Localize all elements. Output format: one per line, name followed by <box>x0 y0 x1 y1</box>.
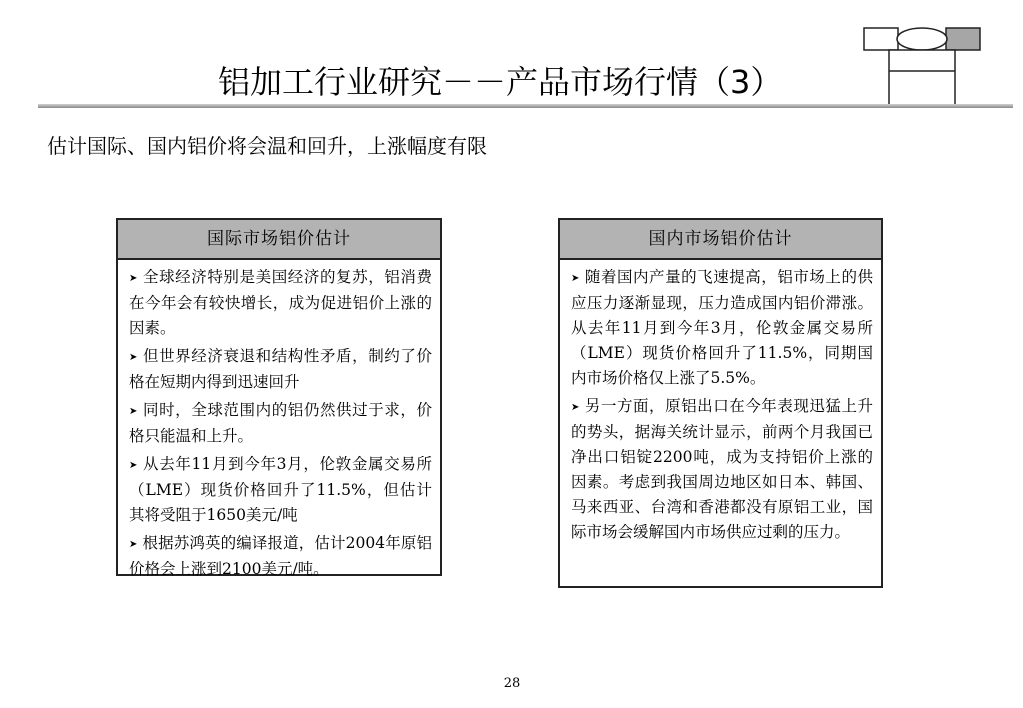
list-item-text: 但世界经济衰退和结构性矛盾，制约了价格在短期内得到迅速回升 <box>129 347 432 391</box>
arrow-bullet-icon: ➤ <box>129 352 138 363</box>
arrow-bullet-icon: ➤ <box>129 539 138 550</box>
list-item <box>129 398 432 449</box>
list-item <box>129 265 432 341</box>
list-item-text: 同时，全球范围内的铝仍然供过于求，价格只能温和上升。 <box>129 401 432 445</box>
slide-subtitle: 估计国际、国内铝价将会温和回升，上涨幅度有限 <box>47 134 487 158</box>
logo-diagram-icon <box>862 26 982 108</box>
domestic-price-panel <box>558 218 883 588</box>
page-number: 28 <box>503 676 521 691</box>
list-item-text: 全球经济特别是美国经济的复苏，铝消费在今年会有较快增长，成为促进铝价上涨的因素。 <box>129 268 432 337</box>
list-item-text: 从去年11月到今年3月，伦敦金属交易所（LME）现货价格回升了11.5%，但估计其将受阻于1650美元/吨 <box>129 455 432 524</box>
international-price-heading: 国际市场铝价估计 <box>118 220 440 260</box>
list-item <box>129 344 432 395</box>
title-divider <box>38 104 1013 108</box>
arrow-bullet-icon: ➤ <box>129 406 138 417</box>
arrow-bullet-icon: ➤ <box>571 273 580 284</box>
international-price-list <box>118 260 440 591</box>
list-item-text: 根据苏鸿英的编译报道，估计2004年原铝价格会上涨到2100美元/吨。 <box>129 534 432 578</box>
domestic-price-heading: 国内市场铝价估计 <box>560 220 881 260</box>
slide-title: 铝加工行业研究－－产品市场行情（3） <box>218 63 783 101</box>
arrow-bullet-icon: ➤ <box>129 460 138 471</box>
list-item-text: 随着国内产量的飞速提高，铝市场上的供应压力逐渐显现，压力造成国内铝价滞涨。从去年11月到今年3月，伦敦金属交易所（LME）现货价格回升了11.5%，同期国内市场价格仅上涨了5.5%。 <box>571 268 873 387</box>
arrow-bullet-icon: ➤ <box>129 273 138 284</box>
list-item <box>571 265 873 391</box>
list-item <box>571 394 873 545</box>
list-item-text: 另一方面，原铝出口在今年表现迅猛上升的势头，据海关统计显示，前两个月我国已净出口铝锭2200吨，成为支持铝价上涨的因素。考虑到我国周边地区如日本、韩国、马来西亚、台湾和香港都没有原铝工业，国际市场会缓解国内市场供应过剩的压力。 <box>571 397 873 541</box>
domestic-price-list <box>560 260 881 554</box>
international-price-panel <box>116 218 442 576</box>
list-item <box>129 531 432 582</box>
arrow-bullet-icon: ➤ <box>571 402 580 413</box>
list-item <box>129 452 432 528</box>
